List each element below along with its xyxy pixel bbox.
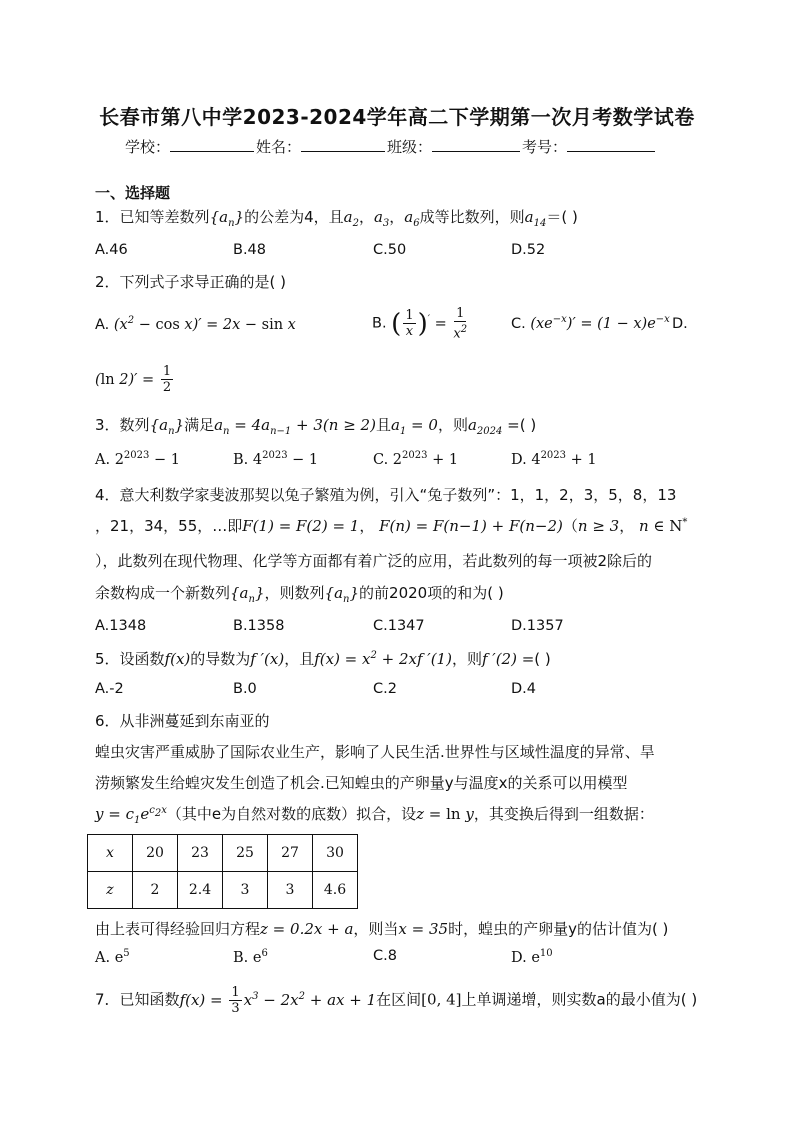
table-row: [88, 835, 358, 872]
table-cell: 27: [268, 835, 313, 872]
q6-option-c[interactable]: C.8: [373, 948, 397, 964]
q1-option-b[interactable]: B.48: [233, 242, 267, 258]
school-field[interactable]: [170, 135, 254, 152]
question-text: 已知等差数列: [119, 208, 210, 226]
question-text: ，则数列: [264, 584, 325, 602]
number-label: 考号：: [522, 138, 568, 156]
name-field[interactable]: [301, 135, 385, 152]
q4-option-b[interactable]: B.1358: [233, 618, 285, 634]
table-cell: 4.6: [313, 872, 358, 909]
question-text: ，其变换后得到一组数据：: [473, 805, 654, 823]
q4-option-a[interactable]: A.1348: [95, 618, 147, 634]
class-label: 班级：: [387, 138, 433, 156]
question-6-line-3: 涝频繁发生给蝗灾发生创造了机会.已知蝗虫的产卵量y与温度x的关系可以用模型: [95, 774, 628, 792]
question-4-line-1: [95, 484, 676, 505]
question-text: ，则: [437, 416, 468, 434]
question-text: 且: [375, 416, 391, 434]
question-number: 3．: [95, 416, 120, 434]
question-text: 时，蝗虫的产卵量y的估计值为( ): [448, 920, 669, 938]
number-field[interactable]: [567, 135, 655, 152]
table-cell: 3: [223, 872, 268, 909]
question-4-line-3: ），此数列在现代物理、化学等方面都有着广泛的应用，若此数列的每一项被2除后的: [95, 552, 653, 570]
question-4-line-4: 余数构成一个新数列$\{a_n\}$，则数列$\{a_n\}$的前2020项的和为( ): [95, 584, 504, 605]
question-2: [95, 271, 286, 292]
q2-option-d-content: (ln 2)′ = $\frac{1}{2}$: [95, 364, 172, 395]
q2-option-d[interactable]: D.: [672, 316, 688, 332]
question-text: 下列式子求导正确的是( ): [119, 273, 287, 291]
question-6-line-4: $y = c_1e^{c_2x}$（其中e为自然对数的底数）拟合，设z = ln y，其变换后得到一组数据：: [95, 805, 654, 826]
table-header-x: x: [88, 835, 133, 872]
question-6-line-5: 由上表可得经验回归方程z = 0.2x + a，则当x = 35时，蝗虫的产卵量y的估计值为( ): [95, 920, 669, 938]
question-text: 满足: [184, 416, 215, 434]
question-text: ＝( ): [546, 208, 578, 226]
question-4-line-2: ，21，34，55，…即F(1) = F(2) = 1， F(n) = F(n−1) + F(n−2)（n ≥ 3， n ∈ N*: [95, 517, 688, 535]
question-text: ( ): [519, 416, 537, 434]
page-title: 长春市第八中学2023-2024学年高二下学期第一次月考数学试卷: [99, 105, 695, 129]
question-text: ，则当: [353, 920, 399, 938]
question-number: 5．: [95, 650, 120, 668]
question-text: 成等比数列，则: [419, 208, 525, 226]
student-info-row: [125, 135, 657, 157]
question-text: 已知函数: [119, 990, 180, 1009]
q4-option-d[interactable]: D.1357: [511, 618, 564, 634]
q6-option-b[interactable]: B. $e^6$: [233, 948, 268, 966]
q1-option-a[interactable]: A.46: [95, 242, 128, 258]
section-heading: 一、选择题: [95, 184, 171, 202]
option-label: C.: [511, 315, 526, 332]
question-text: ( ): [534, 650, 551, 668]
q6-option-a[interactable]: A. $e^5$: [95, 948, 130, 966]
q5-option-a[interactable]: A.-2: [95, 681, 124, 697]
question-text: 从非洲蔓延到东南亚的: [119, 712, 270, 730]
q5-option-d[interactable]: D.4: [511, 681, 536, 697]
table-cell: 20: [133, 835, 178, 872]
q3-option-b[interactable]: B. $4^{2023} - 1$: [233, 450, 319, 468]
question-number: 6．: [95, 712, 120, 730]
question-number: 1．: [95, 208, 120, 226]
q5-option-c[interactable]: C.2: [373, 681, 397, 697]
table-cell: 30: [313, 835, 358, 872]
q6-option-d[interactable]: D. $e^{10}$: [511, 948, 553, 966]
q1-option-d[interactable]: D.52: [511, 242, 546, 258]
question-6-line-1: [95, 710, 270, 731]
question-text: 在区间: [376, 990, 422, 1009]
q2-option-b[interactable]: B. ( $\frac{1}{x}$ )′ = $\frac{1}{x^2}$: [372, 306, 468, 342]
question-text: 的导数为: [190, 650, 251, 668]
question-1: 1．已知等差数列$\{a_n\}$的公差为4，且$a_2$，$a_3$，$a_6$成等比数列，则$a_{14}=$( ): [95, 208, 578, 229]
question-5: 5．设函数f(x)的导数为f ′(x)，且$f(x) = x^2 + 2xf$ ′(1)，则f ′(2) =( ): [95, 650, 551, 668]
q4-option-c[interactable]: C.1347: [373, 618, 425, 634]
question-text: 的公差为4，且: [244, 208, 344, 226]
question-text: 余数构成一个新数列: [95, 584, 231, 602]
table-cell: 23: [178, 835, 223, 872]
table-row: [88, 872, 358, 909]
question-text: 意大利数学家斐波那契以兔子繁殖为例，引入“兔子数列”：1，1，2，3，5，8，13: [119, 486, 677, 504]
data-table: [87, 834, 358, 909]
question-number: 4．: [95, 486, 120, 504]
question-number: 2．: [95, 273, 120, 291]
q3-option-c[interactable]: C. $2^{2023} + 1$: [373, 450, 459, 468]
q5-option-b[interactable]: B.0: [233, 681, 257, 697]
question-text: 数列: [119, 416, 150, 434]
q2-option-c[interactable]: C. $(xe^{-x})' = (1 - x)e^{-x}$: [511, 314, 670, 332]
q3-option-d[interactable]: D. $4^{2023} + 1$: [511, 450, 597, 468]
question-text: 的前2020项的和为( ): [359, 584, 504, 602]
table-cell: 3: [268, 872, 313, 909]
name-label: 姓名：: [256, 138, 302, 156]
question-text: 上单调递增，则实数a的最小值为( ): [461, 990, 698, 1009]
table-cell: 25: [223, 835, 268, 872]
q3-option-a[interactable]: A. $2^{2023} - 1$: [95, 450, 180, 468]
question-text: 由上表可得经验回归方程: [95, 920, 261, 938]
question-6-line-2: 蝗虫灾害严重威胁了国际农业生产，影响了人民生活.世界性与区域性温度的异常、旱: [95, 743, 655, 761]
q1-option-c[interactable]: C.50: [373, 242, 407, 258]
question-number: 7．: [95, 990, 120, 1009]
school-label: 学校：: [125, 138, 171, 156]
question-text: ，且: [284, 650, 315, 668]
question-text: （其中e为自然对数的底数）拟合，设: [166, 805, 417, 823]
table-header-z: z: [88, 872, 133, 909]
question-7: 7．已知函数f(x) = $\frac{1}{3}$ $x^3 - 2x^2$ + ax + 1在区间[0, 4]上单调递增，则实数a的最小值为( ): [95, 985, 698, 1016]
table-cell: 2: [133, 872, 178, 909]
question-text: ，则: [451, 650, 482, 668]
class-field[interactable]: [432, 135, 520, 152]
q2-option-a[interactable]: A. $(x^2 - \cos x)' = 2x - \sin x$: [95, 315, 296, 333]
question-3: 3．数列$\{a_n\}$满足$a_n = 4a_{n-1} + 3(n \ge 2)$且$a_1 = 0$，则$a_{2024}$ =( ): [95, 416, 537, 437]
question-text: 设函数: [119, 650, 165, 668]
table-cell: 2.4: [178, 872, 223, 909]
option-label: B.: [372, 315, 387, 332]
question-text: ，21，34，55，…即: [95, 517, 243, 535]
option-label: A.: [95, 316, 110, 333]
